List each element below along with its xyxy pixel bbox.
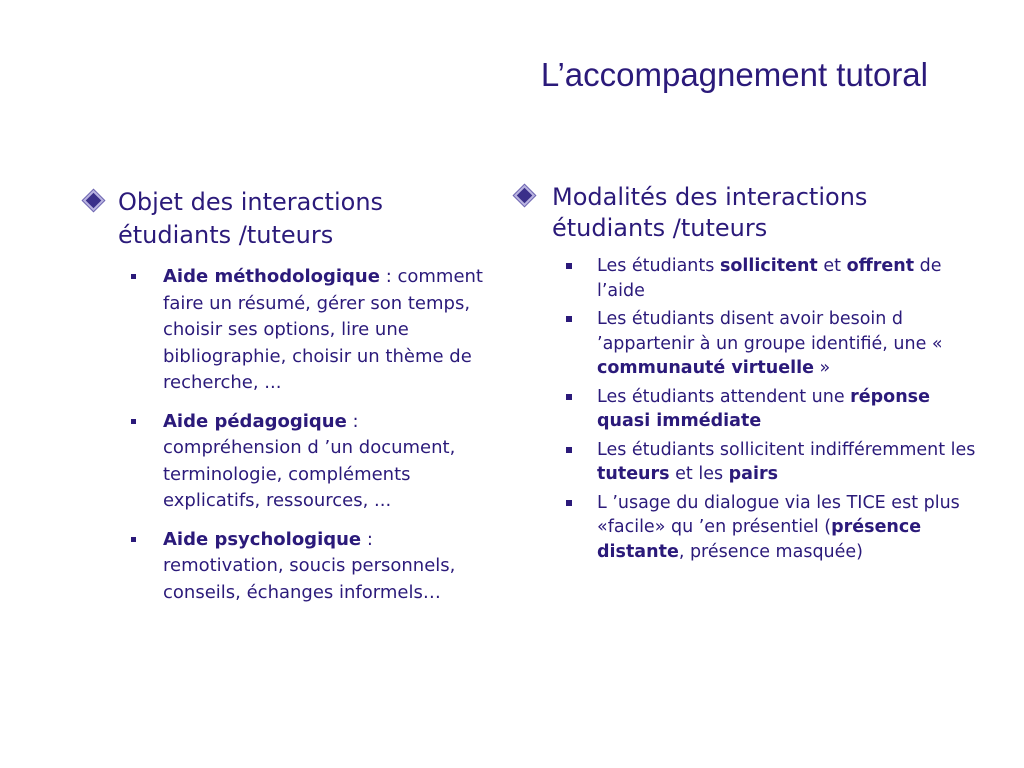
right-list-item [514,307,984,381]
item-text: et [817,256,847,276]
item-text: Les étudiants [597,256,720,276]
right-column [514,182,984,568]
item-text: Les étudiants sollicitent indifféremment les [597,439,976,460]
item-text: Les étudiants disent avoir besoin d ’appartenir à un groupe identifié, une « [597,309,943,354]
left-heading-text: Objet des interactions étudiants /tuteurs [118,188,384,249]
left-list-item [84,264,494,397]
item-bold: offrent [846,256,915,276]
item-bold: présence distante [597,517,922,562]
item-bold: pairs [728,464,779,484]
diamond-bullet-icon [517,188,533,204]
item-text: de l’aide [597,256,942,301]
item-text: : comment faire un résumé, gérer son temps, choisir ses options, lire une bibliographie, choisir un thème de recherche, ... [163,266,483,393]
right-list-item [514,385,984,434]
right-list-item [514,254,984,303]
diamond-bullet-icon [86,193,102,209]
left-list-item [84,527,494,607]
square-bullet-icon [566,394,572,400]
right-heading [514,182,984,244]
item-text: et les [669,464,729,484]
item-text: L ’usage du dialogue via les TICE est plus «facile» qu ’en présentiel ( [597,492,960,537]
item-bold: réponse quasi immédiate [597,386,930,431]
square-bullet-icon [131,419,136,424]
left-heading [84,186,494,252]
right-list-item [514,438,984,487]
square-bullet-icon [566,316,572,322]
square-bullet-icon [566,447,572,453]
item-bold: communauté virtuelle [597,358,814,378]
item-bold: Aide méthodologique [163,266,380,287]
right-list-item [514,491,984,565]
left-list [84,264,494,606]
left-column [84,186,494,618]
square-bullet-icon [131,274,136,279]
right-list [514,254,984,564]
item-text: : compréhension d ’un document, terminologie, compléments explicatifs, ressources, ... [163,410,456,511]
square-bullet-icon [566,500,572,506]
item-bold: tuteurs [597,464,670,484]
item-text: » [813,358,831,378]
slide-title: L’accompagnement tutoral [540,56,928,93]
square-bullet-icon [131,537,136,542]
item-bold: Aide psychologique [163,528,362,550]
item-bold: Aide pédagogique [163,410,347,432]
item-text: , présence masquée) [678,541,863,562]
left-list-item [84,409,494,515]
item-text: Les étudiants attendent une [597,386,851,407]
square-bullet-icon [566,263,572,269]
item-text: : remotivation, soucis personnels, conseils, échanges informels… [163,528,456,603]
right-heading-text: Modalités des interactions étudiants /tuteurs [552,183,868,242]
item-bold: sollicitent [719,256,818,276]
